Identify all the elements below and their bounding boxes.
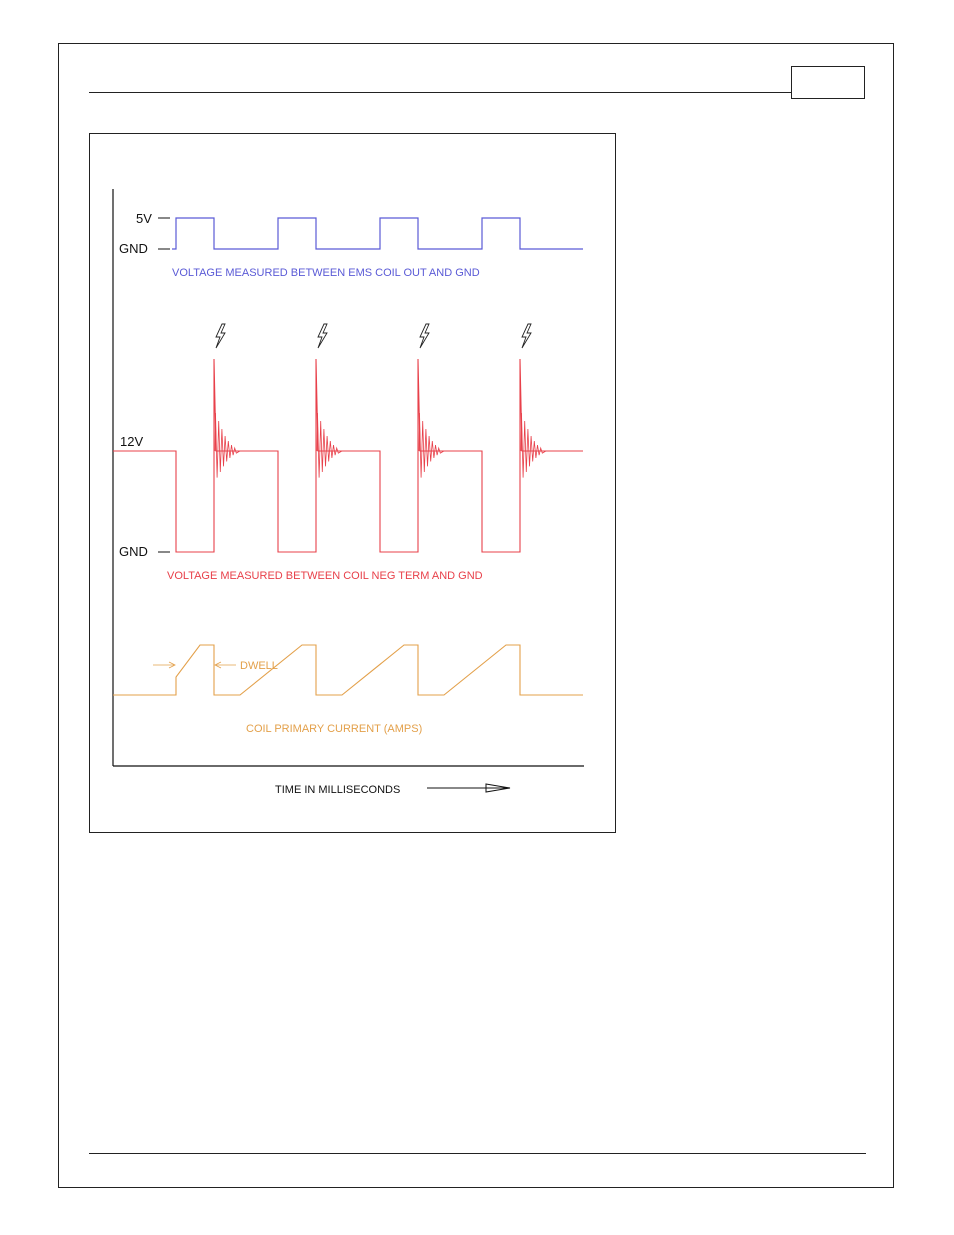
footer-rule [89, 1153, 866, 1154]
ringing-burst [521, 413, 546, 478]
ringing-burst [215, 413, 240, 478]
lightning-bolt-icon [216, 324, 225, 348]
page-number-box [791, 66, 865, 99]
coil-neg-voltage-wave [113, 359, 583, 552]
spark-icons [216, 324, 531, 348]
middle-trace-low-label: GND [119, 544, 148, 559]
header-rule [89, 92, 791, 93]
ignition-waveform-figure [89, 133, 616, 833]
bottom-trace-caption: COIL PRIMARY CURRENT (AMPS) [246, 723, 423, 735]
middle-trace-caption: VOLTAGE MEASURED BETWEEN COIL NEG TERM AND GND [167, 570, 483, 582]
coil-current-ramp-wave [113, 645, 583, 695]
lightning-bolt-icon [522, 324, 531, 348]
top-trace-caption: VOLTAGE MEASURED BETWEEN EMS COIL OUT AND GND [172, 267, 480, 279]
middle-trace-high-label: 12V [120, 434, 144, 449]
dwell-label: DWELL [240, 660, 278, 672]
top-trace-low-label: GND [119, 241, 148, 256]
dwell-dimension-marker [153, 662, 236, 668]
top-trace-high-label: 5V [136, 211, 152, 226]
lightning-bolt-icon [420, 324, 429, 348]
ringing-burst [317, 413, 342, 478]
x-axis-label: TIME IN MILLISECONDS [275, 784, 401, 796]
lightning-bolt-icon [318, 324, 327, 348]
ringing-burst [419, 413, 444, 478]
ems-coil-out-square-wave [172, 218, 583, 249]
waveform-diagram-svg [90, 134, 617, 834]
